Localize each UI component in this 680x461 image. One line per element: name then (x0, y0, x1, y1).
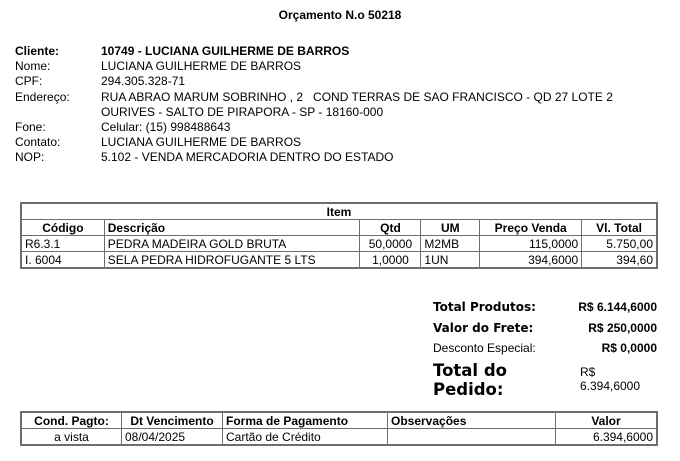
field-cpf (15, 74, 613, 89)
header-preco-venda: Preço Venda (480, 220, 582, 236)
table-row (22, 236, 657, 252)
cell-preco-venda: 394,6000 (480, 252, 582, 268)
field-label: Cliente: (15, 44, 60, 58)
total-produtos-row (433, 300, 657, 321)
table-row (22, 252, 657, 268)
cell-um: M2MB (421, 236, 480, 252)
header-codigo: Código (22, 220, 105, 236)
cell-preco-venda: 115,0000 (480, 236, 582, 252)
cell-valor: 6.394,6000 (556, 429, 657, 445)
field-label: Fone: (15, 119, 46, 134)
field-endereco (15, 90, 613, 105)
items-section-title: Item (22, 204, 657, 220)
header-observacoes: Observações (388, 413, 556, 429)
payment-header-row (22, 413, 657, 429)
field-contato (15, 135, 613, 150)
field-value: Celular: (15) 998488643 (101, 119, 231, 134)
header-vl-total: Vl. Total (582, 220, 657, 236)
header-cond-pagto: Cond. Pagto: (22, 413, 122, 429)
field-fone (15, 120, 613, 135)
table-row (22, 429, 657, 445)
cell-descricao: PEDRA MADEIRA GOLD BRUTA (104, 236, 360, 252)
total-pedido-row (433, 361, 657, 399)
items-table (21, 203, 657, 268)
cell-qtd: 1,0000 (360, 252, 421, 268)
client-info (15, 44, 613, 166)
cell-cond-pagto: a vista (22, 429, 122, 445)
cell-dt-vencimento: 08/04/2025 (122, 429, 223, 445)
field-cliente (15, 44, 613, 59)
cell-qtd: 50,0000 (360, 236, 421, 252)
field-value: LUCIANA GUILHERME DE BARROS (101, 135, 302, 150)
valor-frete-value: R$ 250,0000 (588, 321, 657, 335)
cell-forma-pagamento: Cartão de Crédito (223, 429, 388, 445)
cell-codigo: I. 6004 (22, 252, 105, 268)
payment-table (21, 412, 657, 445)
items-section-header (22, 204, 657, 220)
desconto-label: Desconto Especial: (433, 341, 536, 355)
field-label: CPF: (15, 74, 43, 89)
field-value: 10749 - LUCIANA GUILHERME DE BARROS (101, 44, 350, 58)
valor-frete-label: Valor do Frete: (433, 321, 534, 335)
total-produtos-value: R$ 6.144,6000 (578, 300, 657, 314)
field-label: Endereço: (15, 89, 70, 104)
total-produtos-label: Total Produtos: (433, 300, 536, 314)
cell-codigo: R6.3.1 (22, 236, 105, 252)
field-value: RUA ABRAO MARUM SOBRINHO , 2 COND TERRAS DE SAO FRANCISCO - QD 27 LOTE 2 (101, 89, 613, 104)
field-label: Nome: (15, 59, 51, 74)
desconto-row (433, 341, 657, 361)
header-valor: Valor (556, 413, 657, 429)
header-dt-vencimento: Dt Vencimento (122, 413, 223, 429)
field-nome (15, 59, 613, 74)
field-label (15, 105, 101, 120)
field-endereco-line2 (15, 105, 613, 120)
valor-frete-row (433, 321, 657, 341)
header-descricao: Descrição (104, 220, 360, 236)
field-value: 294.305.328-71 (101, 74, 186, 89)
cell-descricao: SELA PEDRA HIDROFUGANTE 5 LTS (104, 252, 360, 268)
items-header-row (22, 220, 657, 236)
cell-vl-total: 394,60 (582, 252, 657, 268)
total-pedido-label: Total do Pedido: (433, 361, 507, 399)
header-qtd: Qtd (360, 220, 421, 236)
field-value: LUCIANA GUILHERME DE BARROS (101, 59, 302, 74)
cell-um: 1UN (421, 252, 480, 268)
cell-observacoes (388, 429, 556, 445)
desconto-value: R$ 0,0000 (601, 341, 657, 355)
field-label: NOP: (15, 150, 45, 165)
header-um: UM (421, 220, 480, 236)
field-value: OURIVES - SALTO DE PIRAPORA - SP - 18160-000 (101, 104, 384, 119)
field-value: 5.102 - VENDA MERCADORIA DENTRO DO ESTADO (101, 150, 394, 165)
document-title: Orçamento N.o 50218 (278, 8, 402, 22)
field-label: Contato: (15, 135, 61, 150)
field-nop (15, 150, 613, 165)
header-forma-pagamento: Forma de Pagamento (223, 413, 388, 429)
cell-vl-total: 5.750,00 (582, 236, 657, 252)
totals-block (433, 300, 657, 399)
total-pedido-value: R$ 6.394,6000 (579, 365, 641, 393)
